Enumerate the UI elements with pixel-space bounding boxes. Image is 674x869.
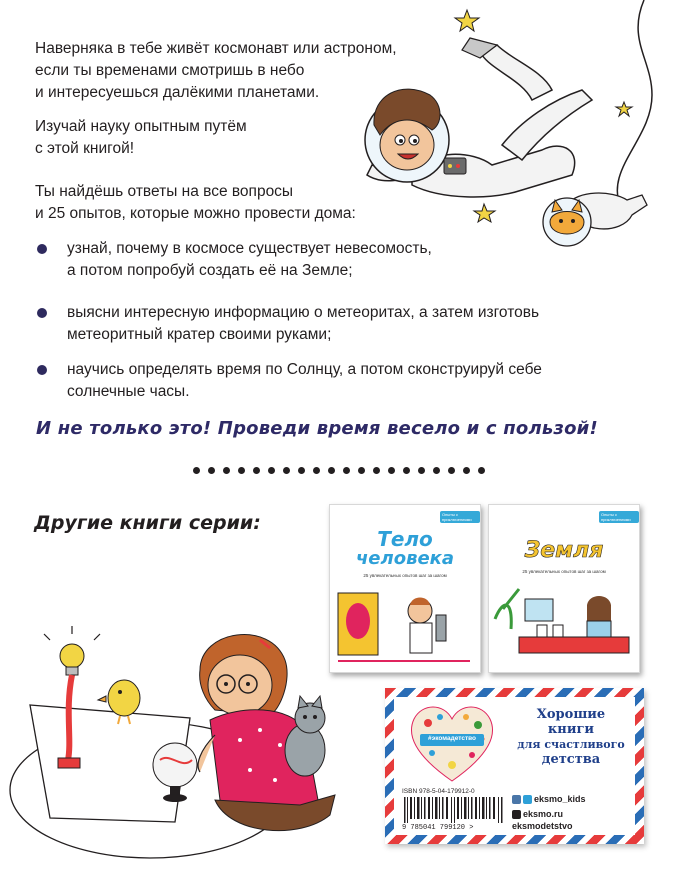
bullet-line: солнечные часы. xyxy=(67,383,190,400)
promo-hashtag: #экомадетство xyxy=(427,735,477,742)
dotted-divider xyxy=(193,467,485,477)
promo-card-inner xyxy=(394,697,635,835)
study-line-2: с этой книгой! xyxy=(35,140,135,157)
promo-title-line: для счастливого xyxy=(517,738,625,751)
bullet-line: метеоритный кратер своими руками; xyxy=(67,326,332,343)
vk-icon xyxy=(512,795,521,804)
telegram-icon xyxy=(523,795,532,804)
intro-line-2: если ты временами смотришь в небо xyxy=(35,62,305,79)
cat-astronaut-icon xyxy=(543,193,647,246)
bullet-dot xyxy=(37,365,47,375)
book-title-line: Тело xyxy=(377,527,433,551)
book-cover-earth[interactable] xyxy=(488,504,640,673)
promo-card xyxy=(385,688,644,844)
isbn-text: ISBN 978-5-04-179912-0 xyxy=(402,788,475,795)
intro-line-3: и интересуешься далёкими планетами. xyxy=(35,84,320,101)
answers-line-1: Ты найдёшь ответы на все вопросы xyxy=(35,183,294,200)
answers-line-2: и 25 опытов, которые можно провести дома: xyxy=(35,205,356,222)
social-handle: eksmo_kids xyxy=(534,794,586,804)
study-line-1: Изучай науку опытным путём xyxy=(35,118,247,135)
bullet-line: выясни интересную информацию о метеоритах, а затем изготовь xyxy=(67,304,540,321)
bullet-line: научись определять время по Солнцу, а потом сконструируй себе xyxy=(67,361,542,378)
earth-illustration xyxy=(489,579,639,672)
social-instagram[interactable] xyxy=(512,821,573,831)
social-vk[interactable] xyxy=(512,794,586,804)
social-handle: eksmodetstvo xyxy=(512,821,573,831)
cat-icon xyxy=(285,696,325,776)
astronaut-illustration xyxy=(352,0,674,250)
bullet-dot xyxy=(37,244,47,254)
social-handle: eksmo.ru xyxy=(523,809,564,819)
book-title-line: человека xyxy=(355,548,455,569)
globe-web-icon xyxy=(512,810,521,819)
barcode xyxy=(402,797,506,823)
social-site[interactable] xyxy=(512,809,563,819)
answers-paragraph xyxy=(35,181,356,225)
promo-title-line: книги xyxy=(547,722,595,737)
heart-icon xyxy=(406,701,498,785)
slogan: И не только это! Проведи время весело и с пользой! xyxy=(36,418,598,439)
book-subtitle: 25 увлекательных опытов шаг за шагом xyxy=(522,569,606,574)
book-tag: Опыты с приключениями xyxy=(440,511,480,523)
book-tag: Опыты с приключениями xyxy=(599,511,639,523)
promo-title xyxy=(510,707,632,767)
girl-experiment-illustration xyxy=(0,600,380,869)
promo-title-line: Хорошие xyxy=(536,707,606,722)
book-subtitle: 25 увлекательных опытов шаг за шагом xyxy=(363,573,447,578)
study-paragraph xyxy=(35,116,247,160)
promo-title-line: детства xyxy=(541,752,601,767)
intro-line-1: Наверняка в тебе живёт космонавт или астроном, xyxy=(35,40,397,57)
barcode-digits: 9 785041 799120 > xyxy=(402,824,474,832)
bullet-line: а потом попробуй создать её на Земле; xyxy=(67,262,353,279)
series-title: Другие книги серии: xyxy=(34,512,261,534)
bullet-line: узнай, почему в космосе существует невесомость, xyxy=(67,240,432,257)
bullet-dot xyxy=(37,308,47,318)
intro-paragraph xyxy=(35,38,397,104)
book-title-line: Земля xyxy=(524,538,604,563)
